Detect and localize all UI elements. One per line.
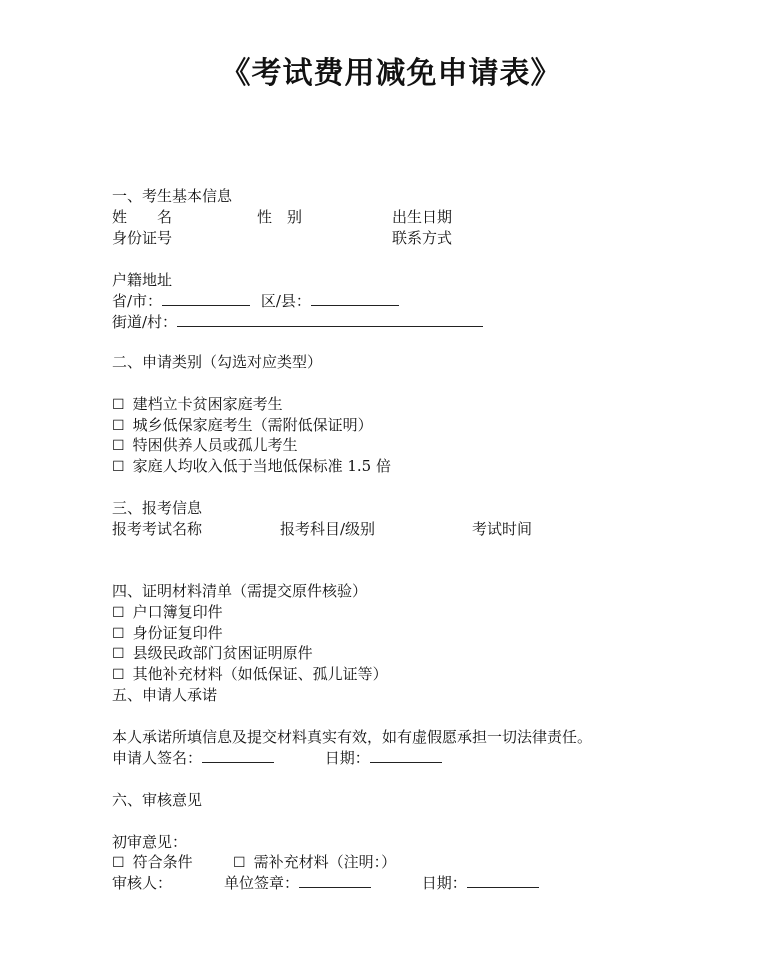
checkbox-icon[interactable]: ☐ [112,855,125,871]
review-date-label: 日期： [421,874,467,892]
exam-subject-label: 报考科目/级别 [280,520,376,538]
name-label: 姓 名 [112,208,173,226]
category-option-label: 特困供养人员或孤儿考生 [132,436,298,454]
commitment-statement: 本人承诺所填信息及提交材料真实有效，如有虚假愿承担一切法律责任。 [112,728,593,746]
reviewer-label: 审核人： [112,874,173,892]
category-option[interactable] [112,415,373,436]
unit-stamp-blank[interactable] [299,873,371,888]
province-label: 省/市： [112,292,163,310]
material-item[interactable] [112,664,388,685]
review-date-blank[interactable] [467,873,539,888]
street-line [112,312,483,332]
unit-stamp-label: 单位签章： [224,874,300,892]
unit-stamp-line [224,873,539,893]
applicant-date-label: 日期： [324,749,370,767]
category-option[interactable] [112,394,283,415]
applicant-signature-label: 申请人签名： [112,749,203,767]
exam-time-label: 考试时间 [472,520,533,538]
form-title: 《考试费用减免申请表》 [220,56,562,91]
district-label: 区/县： [260,292,311,310]
province-line [112,291,399,311]
street-blank[interactable] [177,312,483,327]
review-option-supplement[interactable] [233,852,396,873]
section-commitment-heading: 五、申请人承诺 [112,686,218,704]
section-materials-heading: 四、证明材料清单（需提交原件核验） [112,582,368,600]
material-item-label: 户口簿复印件 [132,603,223,621]
checkbox-icon[interactable]: ☐ [112,667,125,683]
material-item-label: 其他补充材料（如低保证、孤儿证等） [132,665,388,683]
address-heading: 户籍地址 [112,271,173,289]
checkbox-icon[interactable]: ☐ [112,418,125,434]
province-blank[interactable] [162,291,250,306]
material-item-label: 身份证复印件 [132,624,223,642]
checkbox-icon[interactable]: ☐ [112,626,125,642]
applicant-signature-blank[interactable] [202,748,274,763]
section-review-heading: 六、审核意见 [112,791,203,809]
category-option-label: 城乡低保家庭考生（需附低保证明） [132,416,373,434]
applicant-signature-line [112,748,442,768]
checkbox-icon[interactable]: ☐ [112,397,125,413]
checkbox-icon[interactable]: ☐ [233,855,246,871]
category-option[interactable] [112,456,391,477]
review-option-supplement-label: 需补充材料（注明：） [253,853,397,871]
category-option-label: 家庭人均收入低于当地低保标准 1.5 倍 [132,457,391,475]
section-category-heading: 二、申请类别（勾选对应类型） [112,353,323,371]
street-label: 街道/村： [112,313,178,331]
id-number-label: 身份证号 [112,229,173,247]
exam-name-label: 报考考试名称 [112,520,203,538]
gender-label: 性 别 [257,208,303,226]
material-item[interactable] [112,623,223,644]
initial-review-label: 初审意见： [112,833,188,851]
review-option-meet[interactable] [112,852,193,873]
checkbox-icon[interactable]: ☐ [112,605,125,621]
checkbox-icon[interactable]: ☐ [112,459,125,475]
material-item[interactable] [112,643,313,664]
checkbox-icon[interactable]: ☐ [112,438,125,454]
category-option[interactable] [112,435,298,456]
district-blank[interactable] [311,291,399,306]
category-option-label: 建档立卡贫困家庭考生 [132,395,283,413]
material-item[interactable] [112,602,223,623]
review-option-meet-label: 符合条件 [132,853,193,871]
checkbox-icon[interactable]: ☐ [112,646,125,662]
section-exam-info-heading: 三、报考信息 [112,499,203,517]
section-basic-info-heading: 一、考生基本信息 [112,187,233,205]
birth-date-label: 出生日期 [392,208,453,226]
applicant-date-blank[interactable] [370,748,442,763]
material-item-label: 县级民政部门贫困证明原件 [132,644,313,662]
contact-label: 联系方式 [392,229,453,247]
